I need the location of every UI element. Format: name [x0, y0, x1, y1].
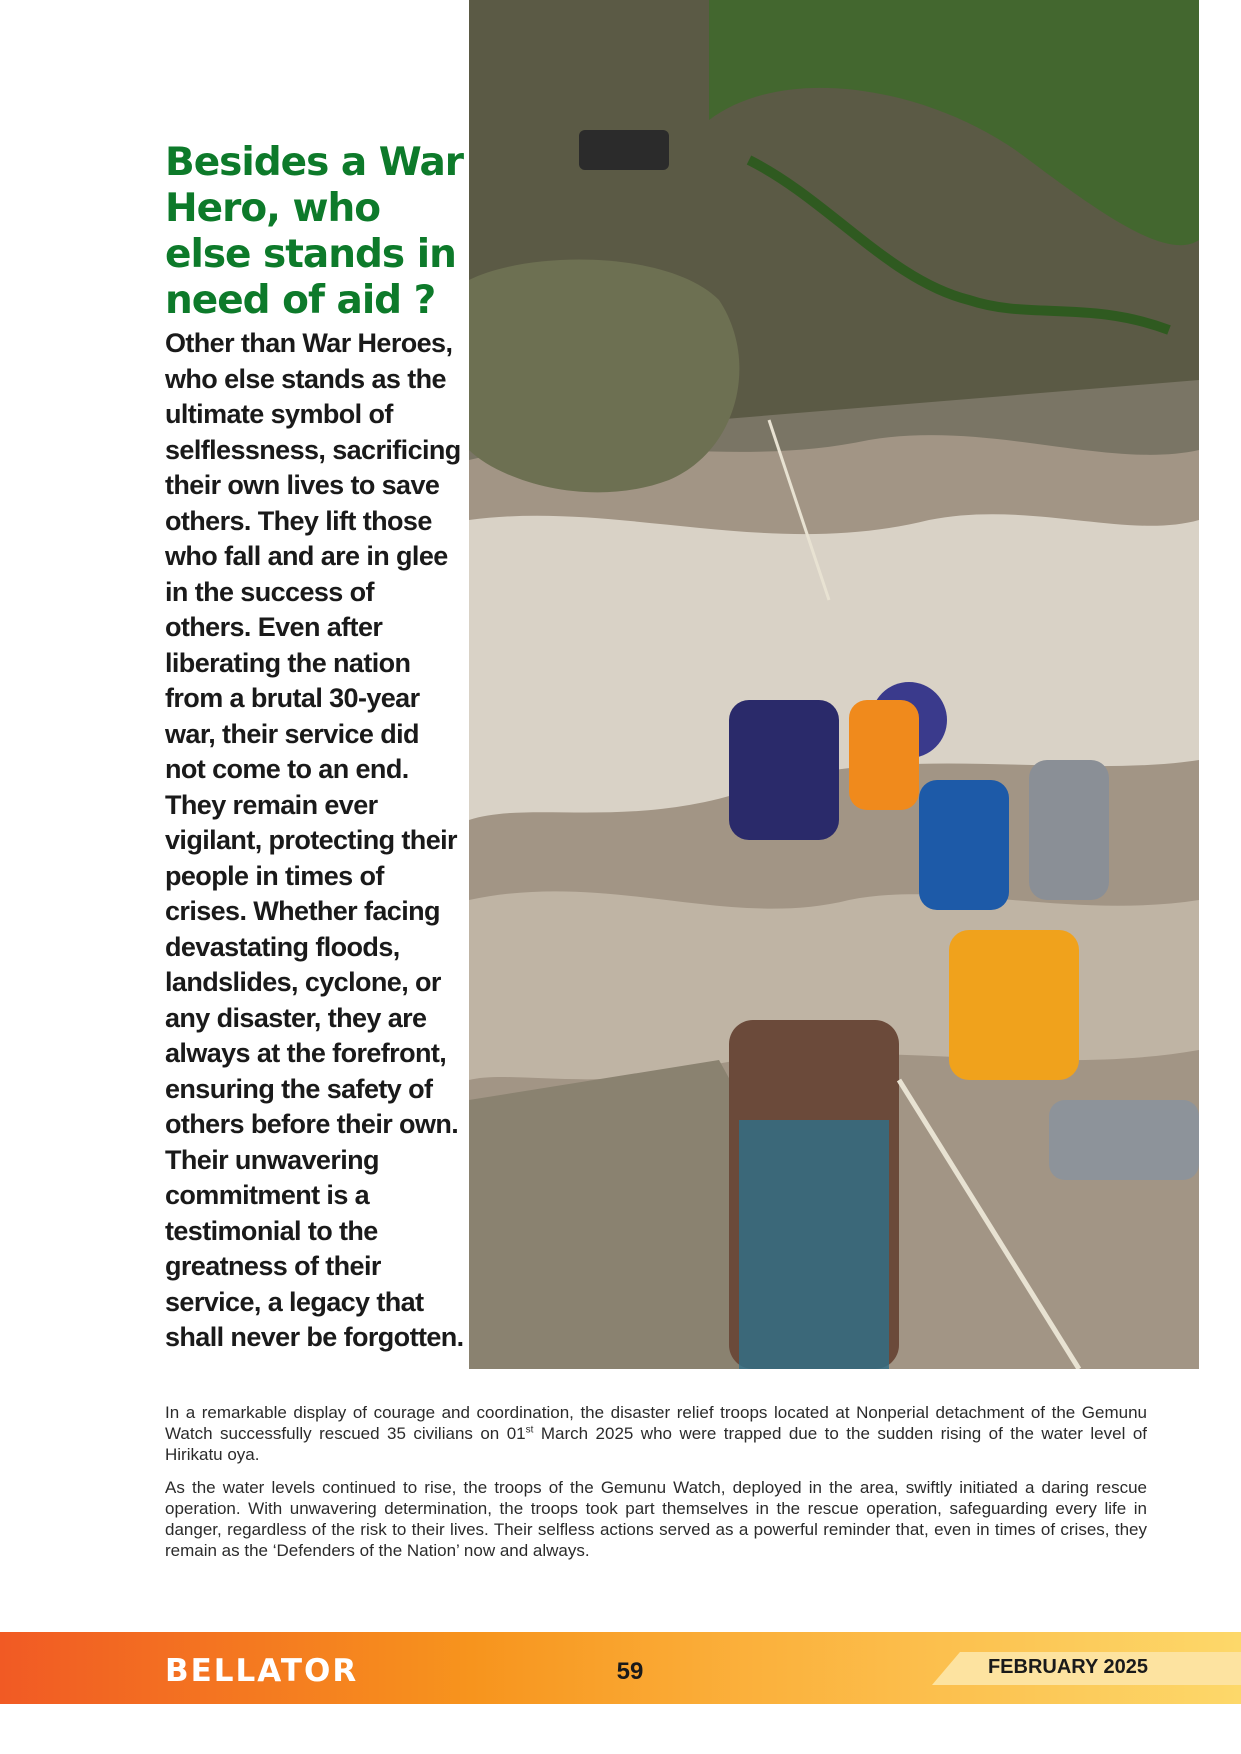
paragraph-1-part-2: March 2025 who were trapped due to the sudden rising of the water level of Hirikatu oya. — [165, 1424, 1148, 1464]
page-number: 59 — [616, 1658, 644, 1685]
article-body — [165, 1402, 1147, 1573]
brand-logo: BELLATOR — [165, 1653, 359, 1689]
rescue-photo-illustration — [469, 0, 1199, 1369]
paragraph-2: As the water levels continued to rise, the troops of the Gemunu Watch, deployed in the area, swiftly initiated a daring rescue operation. With unwavering determination, the troops took part themselves in the rescue operation, safeguarding every life in danger, regardless of the risk to their lives. Their selfless actions served as a powerful reminder that, even in times of crises, they remain as the ‘Defenders of the Nation’ now and always. — [165, 1478, 1147, 1560]
article-heading: Besides a War Hero, who else stands in need of aid ? — [165, 140, 463, 323]
paragraph-1-part-1: In a remarkable display of courage and coordination, the disaster relief troops located at Nonperial detachment of the Gemunu Watch successfully rescued 35 civilians on 01 — [165, 1403, 1147, 1443]
paragraph-1 — [165, 1402, 1147, 1465]
rescue-photo — [469, 0, 1199, 1369]
issue-date: FEBRUARY 2025 — [987, 1656, 1148, 1678]
article-intro: Other than War Heroes, who else stands as the ultimate symbol of selflessness, sacrificing their own lives to save others. They lift those who fall and are in glee in the success of others. Even after liberating the nation from a brutal 30-year war, their service did not come to an end. They remain ever vigilant, protecting their people in times of crises. Whether facing devastating floods, landslides, cyclone, or any disaster, they are always at the forefront, ensuring the safety of others before their own. Their unwavering commitment is a testimonial to the greatness of their service, a legacy that shall never be forgotten. — [165, 328, 464, 1352]
ordinal-suffix: st — [525, 1424, 534, 1436]
